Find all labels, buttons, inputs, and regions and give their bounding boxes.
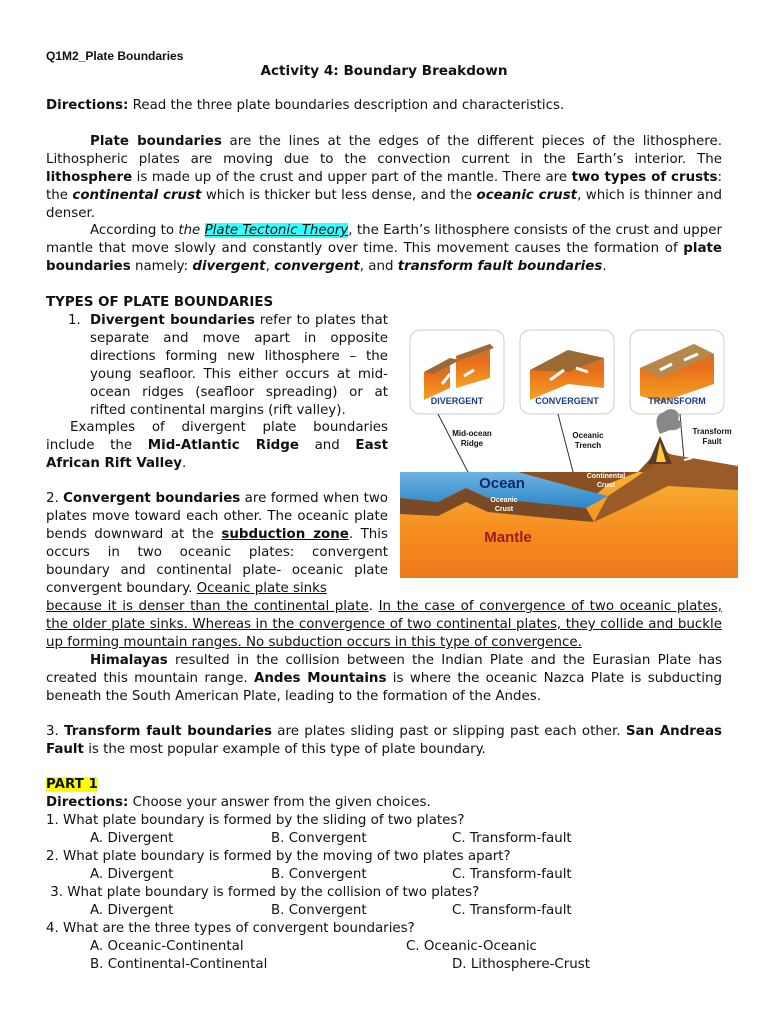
text-run: 2. — [46, 491, 64, 506]
tab-divergent: DIVERGENT — [430, 396, 484, 406]
types-heading: TYPES OF PLATE BOUNDARIES — [46, 295, 274, 310]
text-run: , the Earth’s lithosphere consists of the crust and upper mantle that move slowly and constantly over time. This movement causes the formation of — [46, 223, 722, 256]
text-run: Plate boundaries — [90, 134, 222, 149]
q3-option-c[interactable]: C. Transform-fault — [452, 903, 572, 918]
directions: Directions: Read the three plate boundaries description and characteristics. — [46, 98, 565, 113]
label-crust: Crust — [596, 482, 616, 489]
intro-paragraph-1 — [46, 133, 722, 223]
q1-option-b[interactable]: B. Convergent — [271, 831, 367, 846]
q4-option-a[interactable]: A. Oceanic-Continental — [90, 939, 244, 954]
intro-paragraph-2 — [46, 222, 722, 276]
question-1: 1. What plate boundary is formed by the sliding of two plates? — [46, 813, 465, 828]
list-number-1: 1. — [68, 313, 81, 328]
q3-option-a[interactable]: A. Divergent — [90, 903, 174, 918]
text-run: . — [368, 599, 379, 614]
text-run: Andes Mountains — [253, 671, 387, 686]
text-run: Oceanic plate sinks — [196, 581, 327, 596]
text-run: refer to plates that separate and move apart in opposite directions forming new lithosphere – the young seafloor. This either occurs at mid-ocean ridges (seafloor spreading) or at rifted continental margins (rift valley). — [90, 313, 388, 418]
text-run: is made up of the crust and upper part of the mantle. There are — [132, 170, 572, 185]
text-run: , and — [359, 259, 398, 274]
q3-option-b[interactable]: B. Convergent — [271, 903, 367, 918]
label-ocean: Ocean — [479, 475, 525, 492]
transform-paragraph — [46, 723, 722, 759]
q1-option-a[interactable]: A. Divergent — [90, 831, 174, 846]
label-mid-ocean: Mid-ocean — [452, 429, 492, 438]
label-ridge: Ridge — [460, 439, 484, 448]
text-run: Mid-Atlantic Ridge — [147, 438, 299, 453]
text-run: Divergent boundaries — [90, 313, 255, 328]
text-run: continental crust — [72, 188, 202, 203]
label-oceanic: Oceanic — [572, 431, 604, 440]
label-transform: Transform — [692, 427, 732, 436]
label-mantle: Mantle — [484, 529, 532, 546]
text-run: . — [602, 259, 607, 274]
convergent-paragraph-full — [46, 598, 722, 652]
tab-transform: TRANSFORM — [648, 396, 706, 406]
text-run: the — [178, 223, 205, 238]
label-trench: Trench — [574, 441, 602, 450]
page-title: Activity 4: Boundary Breakdown — [260, 63, 508, 79]
text-run: Transform fault boundaries — [64, 724, 272, 739]
text-run: namely: — [130, 259, 193, 274]
text-run: . This occurs in two oceanic plates: convergent boundary and continental plate- oceanic plate convergent boundary. — [46, 527, 388, 596]
plate-boundaries-diagram — [398, 326, 740, 580]
question-2: 2. What plate boundary is formed by the moving of two plates apart? — [46, 849, 511, 864]
text-run: convergent — [274, 259, 360, 274]
text-run: San Andreas Fault — [46, 724, 722, 757]
text-run: is where the oceanic Nazca Plate is subducting beneath the South American Plate, leading to the formation of the Andes. — [46, 671, 722, 704]
text-run: Examples of divergent plate boundaries include the — [46, 420, 388, 453]
text-run: divergent — [192, 259, 266, 274]
text-run: two types of crusts — [571, 170, 718, 185]
text-run: : the — [46, 170, 722, 203]
text-run: Plate Tectonic Theory — [204, 223, 349, 238]
text-run: oceanic crust — [476, 188, 578, 203]
q2-option-a[interactable]: A. Divergent — [90, 867, 174, 882]
text-run: because it is denser than the continental plate — [46, 599, 369, 614]
q4-option-c[interactable]: C. Oceanic-Oceanic — [406, 939, 537, 954]
text-run: transform fault boundaries — [397, 259, 603, 274]
text-run: are plates sliding past or slipping past each other. — [272, 724, 626, 739]
q4-option-d[interactable]: D. Lithosphere-Crust — [452, 957, 590, 972]
text-run: East African Rift Valley — [46, 438, 388, 471]
convergent-paragraph-left — [46, 490, 388, 598]
label-fault: Fault — [702, 437, 722, 446]
label-oceanic-crust-1: Oceanic — [490, 497, 518, 504]
text-run: lithosphere — [46, 170, 133, 185]
text-run: and — [298, 438, 356, 453]
text-run: In the case of convergence of two oceanic plates, the older plate sinks. Whereas in the convergence of two continental plates, they collide and buckle up forming mountain ranges. No subduction occurs in this type of convergence. — [46, 599, 722, 650]
text-run: plate boundaries — [46, 241, 722, 274]
text-run: Convergent boundaries — [63, 491, 241, 506]
text-run: are formed when two plates move toward each other. The oceanic plate bends downward at the — [46, 491, 388, 542]
text-run: , which is thinner and denser. — [46, 188, 722, 221]
header-label: Q1M2_Plate Boundaries — [46, 49, 184, 63]
part1-directions: Directions: Choose your answer from the given choices. — [46, 795, 431, 810]
label-oceanic-crust-2: Crust — [494, 506, 514, 513]
label-continental: Continental — [586, 473, 626, 480]
text-run: are the lines at the edges of the different pieces of the lithosphere. Lithospheric plates are moving due to the convection current in the Earth’s interior. The — [46, 134, 722, 167]
text-run: resulted in the collision between the Indian Plate and the Eurasian Plate has created this mountain range. — [46, 653, 722, 686]
text-run: is the most popular example of this type of plate boundary. — [83, 742, 486, 757]
q1-option-c[interactable]: C. Transform-fault — [452, 831, 572, 846]
text-run: According to — [90, 223, 179, 238]
text-run: 3. — [46, 724, 65, 739]
question-4: 4. What are the three types of convergent boundaries? — [46, 921, 415, 936]
question-3: 3. What plate boundary is formed by the collision of two plates? — [46, 885, 480, 900]
convergent-paragraph-2 — [46, 652, 722, 706]
tab-convergent: CONVERGENT — [535, 396, 599, 406]
q4-option-b[interactable]: B. Continental-Continental — [90, 957, 268, 972]
text-run: subduction zone — [221, 527, 349, 542]
divergent-description — [90, 312, 388, 420]
part1-label: PART 1 — [46, 777, 98, 792]
text-run: , — [265, 259, 275, 274]
text-run: which is thicker but less dense, and the — [201, 188, 477, 203]
divergent-examples — [46, 419, 388, 473]
text-run: . — [182, 456, 187, 471]
q2-option-c[interactable]: C. Transform-fault — [452, 867, 572, 882]
q2-option-b[interactable]: B. Convergent — [271, 867, 367, 882]
text-run: Himalayas — [90, 653, 168, 668]
